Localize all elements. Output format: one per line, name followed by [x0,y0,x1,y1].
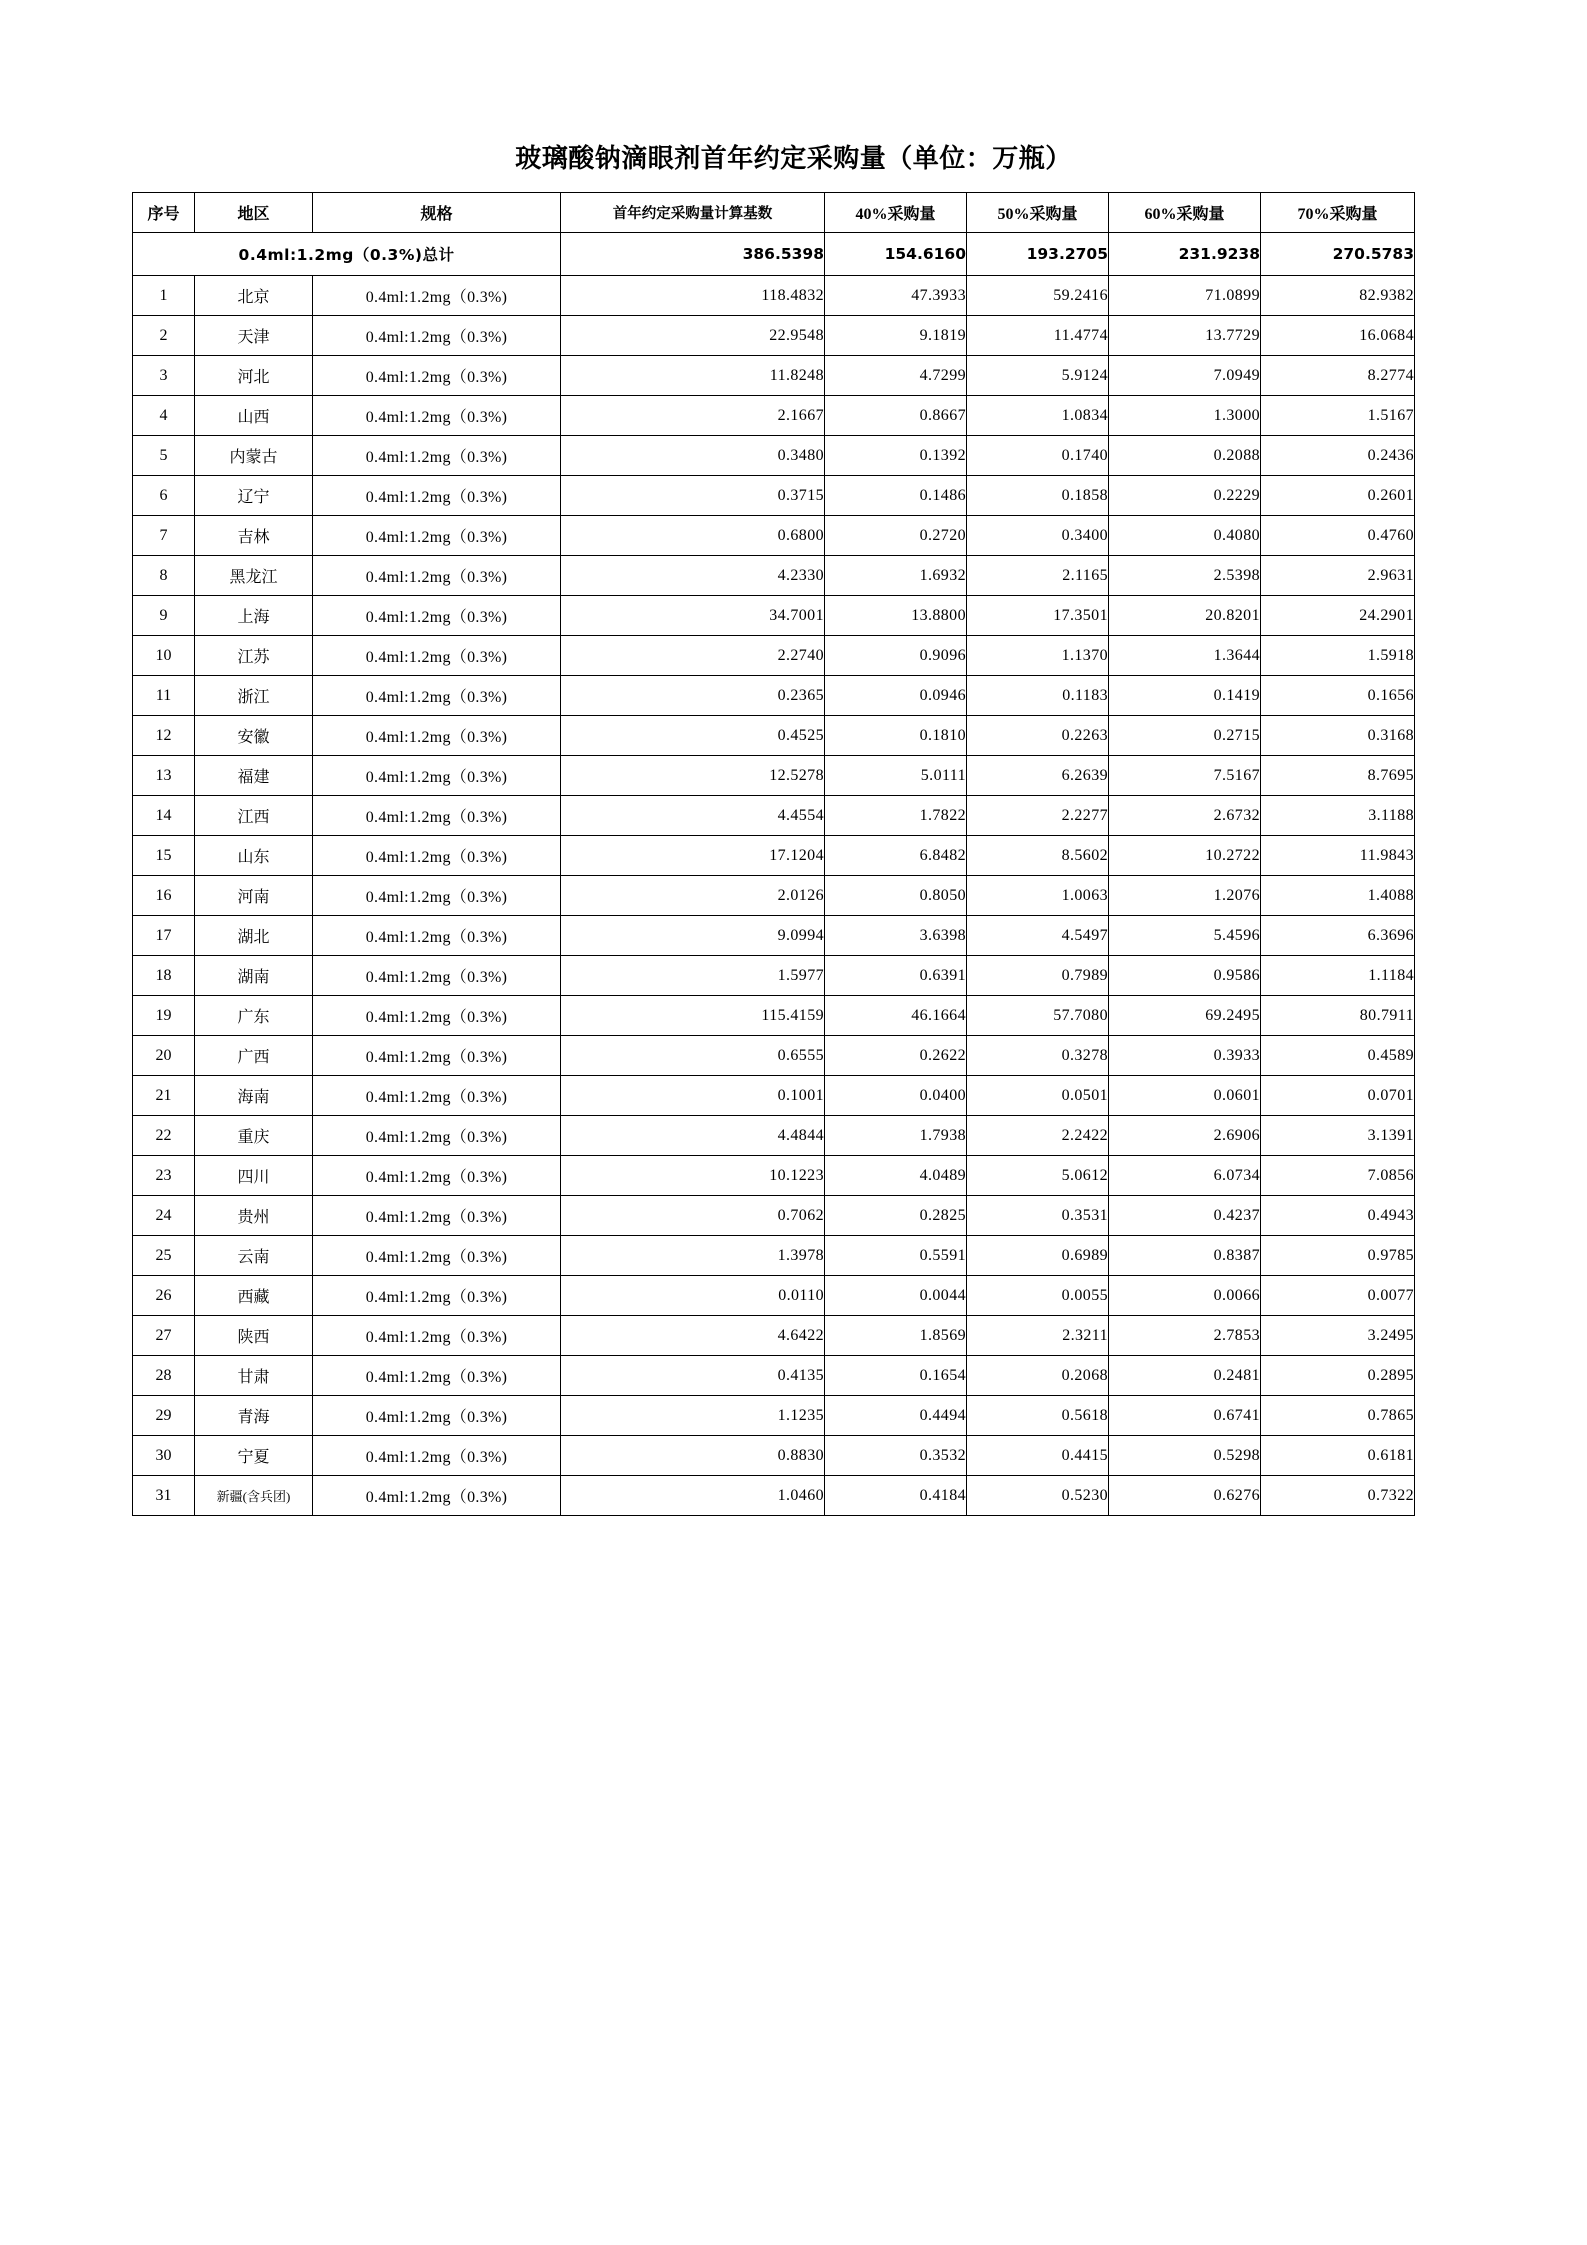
cell-p50: 0.3400 [967,516,1109,556]
cell-base: 0.4135 [561,1356,825,1396]
cell-p50: 0.3531 [967,1196,1109,1236]
cell-p70: 0.4760 [1261,516,1415,556]
cell-p60: 2.6906 [1109,1116,1261,1156]
cell-p40: 0.0946 [825,676,967,716]
cell-spec: 0.4ml:1.2mg（0.3%) [313,1116,561,1156]
cell-index: 16 [133,876,195,916]
table-row [133,1476,1415,1516]
cell-index: 7 [133,516,195,556]
cell-p70: 3.2495 [1261,1316,1415,1356]
cell-area: 山西 [195,396,313,436]
cell-p60: 71.0899 [1109,276,1261,316]
cell-p70: 3.1188 [1261,796,1415,836]
cell-p40: 4.0489 [825,1156,967,1196]
cell-spec: 0.4ml:1.2mg（0.3%) [313,316,561,356]
cell-base: 4.2330 [561,556,825,596]
cell-spec: 0.4ml:1.2mg（0.3%) [313,1396,561,1436]
cell-spec: 0.4ml:1.2mg（0.3%) [313,1236,561,1276]
table-row [133,1116,1415,1156]
cell-p40: 0.2622 [825,1036,967,1076]
column-header-spec: 规格 [313,193,561,233]
cell-p40: 0.3532 [825,1436,967,1476]
cell-p60: 0.4237 [1109,1196,1261,1236]
cell-p70: 0.7865 [1261,1396,1415,1436]
cell-area: 广东 [195,996,313,1036]
column-header-p70: 70%采购量 [1261,193,1415,233]
total-row-label: 0.4ml:1.2mg（0.3%)总计 [133,233,561,276]
cell-p60: 0.6276 [1109,1476,1261,1516]
cell-p40: 6.8482 [825,836,967,876]
cell-index: 12 [133,716,195,756]
cell-p70: 0.2601 [1261,476,1415,516]
cell-p40: 0.1810 [825,716,967,756]
cell-p50: 5.0612 [967,1156,1109,1196]
cell-index: 5 [133,436,195,476]
cell-spec: 0.4ml:1.2mg（0.3%) [313,1076,561,1116]
cell-base: 2.1667 [561,396,825,436]
cell-p70: 0.1656 [1261,676,1415,716]
table-header [133,193,1415,233]
cell-base: 1.0460 [561,1476,825,1516]
cell-area: 上海 [195,596,313,636]
cell-p50: 59.2416 [967,276,1109,316]
cell-base: 4.4554 [561,796,825,836]
cell-p40: 0.5591 [825,1236,967,1276]
cell-area: 西藏 [195,1276,313,1316]
cell-p40: 0.1654 [825,1356,967,1396]
total-row-base: 386.5398 [561,233,825,276]
cell-p40: 0.0400 [825,1076,967,1116]
cell-p50: 0.3278 [967,1036,1109,1076]
cell-p40: 0.8050 [825,876,967,916]
cell-p50: 2.2422 [967,1116,1109,1156]
cell-p40: 0.1392 [825,436,967,476]
cell-index: 25 [133,1236,195,1276]
cell-p40: 4.7299 [825,356,967,396]
cell-base: 0.1001 [561,1076,825,1116]
cell-area: 山东 [195,836,313,876]
cell-p70: 1.4088 [1261,876,1415,916]
total-row-p60: 231.9238 [1109,233,1261,276]
cell-p70: 6.3696 [1261,916,1415,956]
cell-index: 14 [133,796,195,836]
cell-base: 4.6422 [561,1316,825,1356]
table-header-row [133,193,1415,233]
table-row [133,396,1415,436]
table-row [133,596,1415,636]
cell-spec: 0.4ml:1.2mg（0.3%) [313,1156,561,1196]
cell-area: 辽宁 [195,476,313,516]
cell-p70: 0.2895 [1261,1356,1415,1396]
cell-base: 0.3480 [561,436,825,476]
column-header-index: 序号 [133,193,195,233]
cell-base: 118.4832 [561,276,825,316]
cell-p50: 57.7080 [967,996,1109,1036]
cell-p50: 0.7989 [967,956,1109,996]
cell-base: 1.5977 [561,956,825,996]
cell-p50: 0.5230 [967,1476,1109,1516]
table-body [133,233,1415,1516]
cell-p40: 13.8800 [825,596,967,636]
cell-area: 贵州 [195,1196,313,1236]
cell-index: 2 [133,316,195,356]
cell-p40: 1.7938 [825,1116,967,1156]
cell-p60: 0.1419 [1109,676,1261,716]
cell-index: 4 [133,396,195,436]
table-row [133,516,1415,556]
cell-spec: 0.4ml:1.2mg（0.3%) [313,996,561,1036]
total-row-p70: 270.5783 [1261,233,1415,276]
cell-p60: 5.4596 [1109,916,1261,956]
column-header-p40: 40%采购量 [825,193,967,233]
cell-index: 13 [133,756,195,796]
column-header-p60: 60%采购量 [1109,193,1261,233]
cell-p60: 0.0601 [1109,1076,1261,1116]
cell-index: 10 [133,636,195,676]
cell-area: 黑龙江 [195,556,313,596]
cell-p50: 2.3211 [967,1316,1109,1356]
cell-p40: 0.1486 [825,476,967,516]
cell-p60: 0.8387 [1109,1236,1261,1276]
cell-p50: 0.2068 [967,1356,1109,1396]
table-row [133,316,1415,356]
cell-base: 9.0994 [561,916,825,956]
cell-p70: 0.0077 [1261,1276,1415,1316]
cell-p50: 0.2263 [967,716,1109,756]
cell-p70: 16.0684 [1261,316,1415,356]
cell-p60: 7.0949 [1109,356,1261,396]
cell-spec: 0.4ml:1.2mg（0.3%) [313,1476,561,1516]
table-row [133,1396,1415,1436]
table-row [133,1236,1415,1276]
column-header-p50: 50%采购量 [967,193,1109,233]
table-row [133,716,1415,756]
cell-area: 四川 [195,1156,313,1196]
cell-spec: 0.4ml:1.2mg（0.3%) [313,516,561,556]
cell-p60: 0.2088 [1109,436,1261,476]
cell-p70: 0.6181 [1261,1436,1415,1476]
cell-p40: 0.0044 [825,1276,967,1316]
cell-p60: 10.2722 [1109,836,1261,876]
cell-spec: 0.4ml:1.2mg（0.3%) [313,836,561,876]
cell-p40: 1.8569 [825,1316,967,1356]
cell-area: 湖北 [195,916,313,956]
cell-base: 17.1204 [561,836,825,876]
cell-p70: 8.7695 [1261,756,1415,796]
cell-index: 27 [133,1316,195,1356]
cell-spec: 0.4ml:1.2mg（0.3%) [313,476,561,516]
cell-base: 0.6800 [561,516,825,556]
cell-area: 江苏 [195,636,313,676]
table-row [133,636,1415,676]
cell-base: 0.2365 [561,676,825,716]
cell-p70: 11.9843 [1261,836,1415,876]
table-row [133,1076,1415,1116]
cell-p60: 20.8201 [1109,596,1261,636]
cell-p60: 0.5298 [1109,1436,1261,1476]
cell-area: 内蒙古 [195,436,313,476]
cell-p60: 2.5398 [1109,556,1261,596]
table-row [133,1276,1415,1316]
cell-p60: 1.2076 [1109,876,1261,916]
cell-area: 湖南 [195,956,313,996]
cell-spec: 0.4ml:1.2mg（0.3%) [313,636,561,676]
cell-base: 2.2740 [561,636,825,676]
cell-spec: 0.4ml:1.2mg（0.3%) [313,396,561,436]
cell-index: 30 [133,1436,195,1476]
cell-p70: 0.3168 [1261,716,1415,756]
cell-p60: 69.2495 [1109,996,1261,1036]
table-row [133,1316,1415,1356]
cell-p40: 0.2825 [825,1196,967,1236]
cell-index: 31 [133,1476,195,1516]
cell-p60: 6.0734 [1109,1156,1261,1196]
cell-area: 天津 [195,316,313,356]
cell-p60: 0.2715 [1109,716,1261,756]
total-row-p50: 193.2705 [967,233,1109,276]
table-row [133,756,1415,796]
cell-base: 0.6555 [561,1036,825,1076]
cell-p70: 0.9785 [1261,1236,1415,1276]
cell-spec: 0.4ml:1.2mg（0.3%) [313,436,561,476]
cell-p50: 0.1740 [967,436,1109,476]
cell-index: 9 [133,596,195,636]
cell-spec: 0.4ml:1.2mg（0.3%) [313,1356,561,1396]
cell-p60: 13.7729 [1109,316,1261,356]
cell-spec: 0.4ml:1.2mg（0.3%) [313,276,561,316]
cell-base: 1.3978 [561,1236,825,1276]
cell-index: 21 [133,1076,195,1116]
cell-base: 0.4525 [561,716,825,756]
table-row [133,876,1415,916]
cell-index: 19 [133,996,195,1036]
cell-spec: 0.4ml:1.2mg（0.3%) [313,356,561,396]
cell-p70: 3.1391 [1261,1116,1415,1156]
table-row [133,1356,1415,1396]
cell-p40: 0.8667 [825,396,967,436]
cell-p60: 2.7853 [1109,1316,1261,1356]
cell-area: 青海 [195,1396,313,1436]
cell-base: 11.8248 [561,356,825,396]
cell-p70: 0.7322 [1261,1476,1415,1516]
cell-area: 吉林 [195,516,313,556]
cell-spec: 0.4ml:1.2mg（0.3%) [313,956,561,996]
cell-spec: 0.4ml:1.2mg（0.3%) [313,716,561,756]
cell-p50: 1.0834 [967,396,1109,436]
page-title: 玻璃酸钠滴眼剂首年约定采购量（单位：万瓶） [515,144,1072,174]
cell-area: 浙江 [195,676,313,716]
cell-index: 8 [133,556,195,596]
cell-p50: 0.0501 [967,1076,1109,1116]
cell-area: 安徽 [195,716,313,756]
cell-base: 22.9548 [561,316,825,356]
cell-spec: 0.4ml:1.2mg（0.3%) [313,1276,561,1316]
cell-p60: 2.6732 [1109,796,1261,836]
cell-p40: 1.6932 [825,556,967,596]
cell-p70: 0.0701 [1261,1076,1415,1116]
cell-base: 1.1235 [561,1396,825,1436]
table-row [133,1196,1415,1236]
cell-p40: 0.6391 [825,956,967,996]
cell-p60: 1.3000 [1109,396,1261,436]
cell-area: 陕西 [195,1316,313,1356]
total-row-p40: 154.6160 [825,233,967,276]
cell-p60: 0.6741 [1109,1396,1261,1436]
cell-area: 广西 [195,1036,313,1076]
cell-index: 26 [133,1276,195,1316]
cell-index: 23 [133,1156,195,1196]
cell-p40: 0.9096 [825,636,967,676]
cell-area: 宁夏 [195,1436,313,1476]
table-row [133,916,1415,956]
cell-base: 34.7001 [561,596,825,636]
cell-p50: 0.0055 [967,1276,1109,1316]
cell-spec: 0.4ml:1.2mg（0.3%) [313,876,561,916]
cell-spec: 0.4ml:1.2mg（0.3%) [313,1036,561,1076]
column-header-area: 地区 [195,193,313,233]
cell-p70: 1.1184 [1261,956,1415,996]
cell-area: 甘肃 [195,1356,313,1396]
cell-p70: 0.2436 [1261,436,1415,476]
cell-index: 29 [133,1396,195,1436]
cell-p40: 9.1819 [825,316,967,356]
cell-p70: 24.2901 [1261,596,1415,636]
total-row [133,233,1415,276]
cell-p50: 0.1858 [967,476,1109,516]
table-row [133,356,1415,396]
cell-area: 河南 [195,876,313,916]
cell-index: 6 [133,476,195,516]
cell-p60: 0.4080 [1109,516,1261,556]
cell-p50: 0.5618 [967,1396,1109,1436]
cell-index: 22 [133,1116,195,1156]
cell-p50: 6.2639 [967,756,1109,796]
cell-p70: 2.9631 [1261,556,1415,596]
cell-spec: 0.4ml:1.2mg（0.3%) [313,676,561,716]
cell-p40: 1.7822 [825,796,967,836]
cell-p40: 47.3933 [825,276,967,316]
cell-p60: 0.2481 [1109,1356,1261,1396]
cell-area: 江西 [195,796,313,836]
table-row [133,436,1415,476]
cell-p40: 5.0111 [825,756,967,796]
cell-p70: 0.4943 [1261,1196,1415,1236]
cell-p50: 17.3501 [967,596,1109,636]
cell-base: 0.0110 [561,1276,825,1316]
table-row [133,956,1415,996]
purchase-volume-table [132,192,1415,1516]
table-row [133,556,1415,596]
cell-p70: 80.7911 [1261,996,1415,1036]
cell-p60: 0.9586 [1109,956,1261,996]
cell-index: 20 [133,1036,195,1076]
cell-spec: 0.4ml:1.2mg（0.3%) [313,1316,561,1356]
cell-p60: 7.5167 [1109,756,1261,796]
table-row [133,836,1415,876]
column-header-base: 首年约定采购量计算基数 [561,193,825,233]
cell-area: 云南 [195,1236,313,1276]
cell-p50: 11.4774 [967,316,1109,356]
cell-p50: 0.1183 [967,676,1109,716]
cell-p50: 1.1370 [967,636,1109,676]
cell-p70: 82.9382 [1261,276,1415,316]
cell-p60: 1.3644 [1109,636,1261,676]
cell-p70: 8.2774 [1261,356,1415,396]
cell-p50: 8.5602 [967,836,1109,876]
table-row [133,1036,1415,1076]
cell-spec: 0.4ml:1.2mg（0.3%) [313,596,561,636]
cell-index: 28 [133,1356,195,1396]
cell-index: 18 [133,956,195,996]
cell-index: 3 [133,356,195,396]
cell-p70: 1.5167 [1261,396,1415,436]
cell-spec: 0.4ml:1.2mg（0.3%) [313,916,561,956]
cell-spec: 0.4ml:1.2mg（0.3%) [313,1436,561,1476]
cell-p40: 0.4184 [825,1476,967,1516]
table-row [133,676,1415,716]
cell-base: 4.4844 [561,1116,825,1156]
cell-spec: 0.4ml:1.2mg（0.3%) [313,756,561,796]
cell-index: 15 [133,836,195,876]
cell-base: 2.0126 [561,876,825,916]
table-row [133,996,1415,1036]
cell-p40: 0.2720 [825,516,967,556]
table-row [133,1436,1415,1476]
cell-area: 新疆(含兵团) [195,1476,313,1516]
cell-p40: 3.6398 [825,916,967,956]
cell-p70: 0.4589 [1261,1036,1415,1076]
cell-area: 重庆 [195,1116,313,1156]
cell-index: 11 [133,676,195,716]
cell-index: 24 [133,1196,195,1236]
cell-p60: 0.2229 [1109,476,1261,516]
cell-index: 1 [133,276,195,316]
cell-base: 115.4159 [561,996,825,1036]
cell-base: 10.1223 [561,1156,825,1196]
cell-p60: 0.3933 [1109,1036,1261,1076]
cell-spec: 0.4ml:1.2mg（0.3%) [313,556,561,596]
cell-p60: 0.0066 [1109,1276,1261,1316]
cell-area: 海南 [195,1076,313,1116]
table-row [133,476,1415,516]
cell-p40: 0.4494 [825,1396,967,1436]
cell-index: 17 [133,916,195,956]
cell-p50: 5.9124 [967,356,1109,396]
cell-p70: 1.5918 [1261,636,1415,676]
cell-p50: 0.4415 [967,1436,1109,1476]
cell-base: 0.7062 [561,1196,825,1236]
cell-base: 12.5278 [561,756,825,796]
cell-p70: 7.0856 [1261,1156,1415,1196]
cell-area: 河北 [195,356,313,396]
table-row [133,796,1415,836]
cell-p40: 46.1664 [825,996,967,1036]
cell-area: 福建 [195,756,313,796]
cell-spec: 0.4ml:1.2mg（0.3%) [313,1196,561,1236]
cell-p50: 4.5497 [967,916,1109,956]
cell-p50: 2.1165 [967,556,1109,596]
table-row [133,276,1415,316]
cell-p50: 0.6989 [967,1236,1109,1276]
table-row [133,1156,1415,1196]
cell-base: 0.3715 [561,476,825,516]
cell-area: 北京 [195,276,313,316]
cell-base: 0.8830 [561,1436,825,1476]
cell-p50: 1.0063 [967,876,1109,916]
cell-p50: 2.2277 [967,796,1109,836]
cell-spec: 0.4ml:1.2mg（0.3%) [313,796,561,836]
